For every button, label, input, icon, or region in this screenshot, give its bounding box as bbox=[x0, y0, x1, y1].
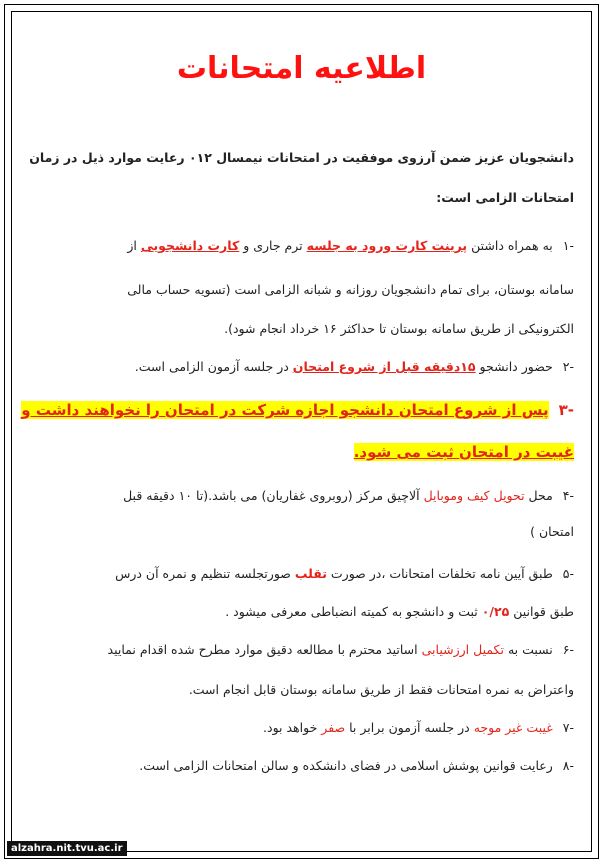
item-1-entry-card: پرینت کارت ورود به جلسه bbox=[306, 238, 468, 253]
item-6-line-2: واعتراض به نمره امتحانات فقط از طریق سامانه بوستان قابل انجام است. bbox=[188, 682, 574, 697]
item-2-line bbox=[21, 358, 574, 376]
item-6-number: -۶ bbox=[562, 642, 574, 657]
item-4-bag-delivery: تحویل کیف وموبایل bbox=[423, 488, 525, 503]
item-5-text-c: صورتجلسه تنظیم و نمره آن درس bbox=[115, 566, 291, 581]
page-title: اطلاعیه امتحانات bbox=[176, 51, 427, 86]
item-1-line-3: الکترونیکی از طریق سامانه بوستان تا حداکثر ۱۶ خرداد انجام شود). bbox=[224, 321, 574, 336]
item-3-text-2: غیبت در امتحان ثبت می شود. bbox=[353, 443, 574, 461]
item-6-text-a: نسبت به bbox=[507, 642, 553, 657]
item-4-number: -۴ bbox=[562, 488, 574, 503]
item-5-text-d: طبق قوانین bbox=[513, 604, 574, 619]
item-4-text-a: محل bbox=[528, 488, 553, 503]
item-4-text-c: آلاچیق مرکز (روبروی غفاریان) می باشد.(تا ۱۰ دقیقه قبل bbox=[123, 488, 420, 503]
item-7-text-b: در جلسه آزمون برابر با bbox=[349, 720, 470, 735]
item-5-text-a: طبق آیین نامه تخلفات امتحانات ،در صورت bbox=[330, 566, 553, 581]
intro-line-1: دانشجویان عزیز ضمن آرزوی موفقیت در امتحانات نیمسال ۰۱۲ رعایت موارد ذیل در زمان bbox=[29, 150, 574, 165]
item-1-text-e: از bbox=[127, 238, 137, 253]
item-7-line bbox=[21, 719, 574, 737]
item-6-line-1 bbox=[21, 641, 574, 659]
item-1-text-a: به همراه داشتن bbox=[471, 238, 553, 253]
item-6-evaluation: تکمیل ارزشیابی bbox=[421, 642, 504, 657]
item-2-number: -۲ bbox=[562, 359, 574, 374]
item-4-line-1 bbox=[21, 487, 574, 505]
item-5-grade: ۰/۲۵ bbox=[481, 604, 510, 619]
item-6-text-c: اساتید محترم با مطالعه دقیق موارد مطرح شده اقدام نمایید bbox=[107, 642, 418, 657]
item-5-text-f: ثبت و دانشجو به کمیته انضباطی معرفی میشود . bbox=[225, 604, 478, 619]
item-2-text-c: در جلسه آزمون الزامی است. bbox=[134, 359, 289, 374]
item-7-text-d: خواهد بود. bbox=[263, 720, 318, 735]
item-3-line-1 bbox=[21, 401, 574, 420]
item-8-text-a: رعایت قوانین پوشش اسلامی در فضای دانشکده و سالن امتحانات الزامی است. bbox=[139, 758, 553, 773]
item-3-number: -۳ bbox=[558, 401, 574, 419]
item-1-line-2: سامانه بوستان، برای تمام دانشجویان روزانه و شبانه الزامی است (تسویه حساب مالی bbox=[127, 282, 574, 297]
item-1-line-1 bbox=[21, 237, 574, 255]
item-5-cheating: تقلب bbox=[294, 566, 327, 581]
item-5-line-2 bbox=[21, 603, 574, 621]
item-1-number: -۱ bbox=[562, 238, 574, 253]
item-7-unexcused-absence: غیبت غیر موجه bbox=[473, 720, 553, 735]
item-3-text-1: پس از شروع امتحان دانشجو اجازه شرکت در امتحان را نخواهند داشت و bbox=[21, 401, 549, 419]
item-1-text-c: ترم جاری و bbox=[243, 238, 303, 253]
item-7-number: -۷ bbox=[562, 720, 574, 735]
item-4-line-2: امتحان ) bbox=[530, 524, 574, 539]
item-8-number: -۸ bbox=[562, 758, 574, 773]
item-1-student-card: کارت دانشجویی bbox=[140, 238, 240, 253]
item-2-text-a: حضور دانشجو bbox=[479, 359, 553, 374]
document-page bbox=[4, 4, 599, 859]
footer-url: alzahra.nit.tvu.ac.ir bbox=[7, 841, 127, 856]
item-2-arrival-time: ۱۵دقیقه قبل از شروع امتحان bbox=[292, 359, 476, 374]
item-5-line-1 bbox=[21, 565, 574, 583]
item-5-number: -۵ bbox=[562, 566, 574, 581]
intro-line-2: امتحانات الزامی است: bbox=[436, 190, 574, 205]
item-7-zero: صفر bbox=[321, 720, 346, 735]
item-3-line-2 bbox=[21, 443, 574, 462]
item-8-line bbox=[21, 757, 574, 775]
